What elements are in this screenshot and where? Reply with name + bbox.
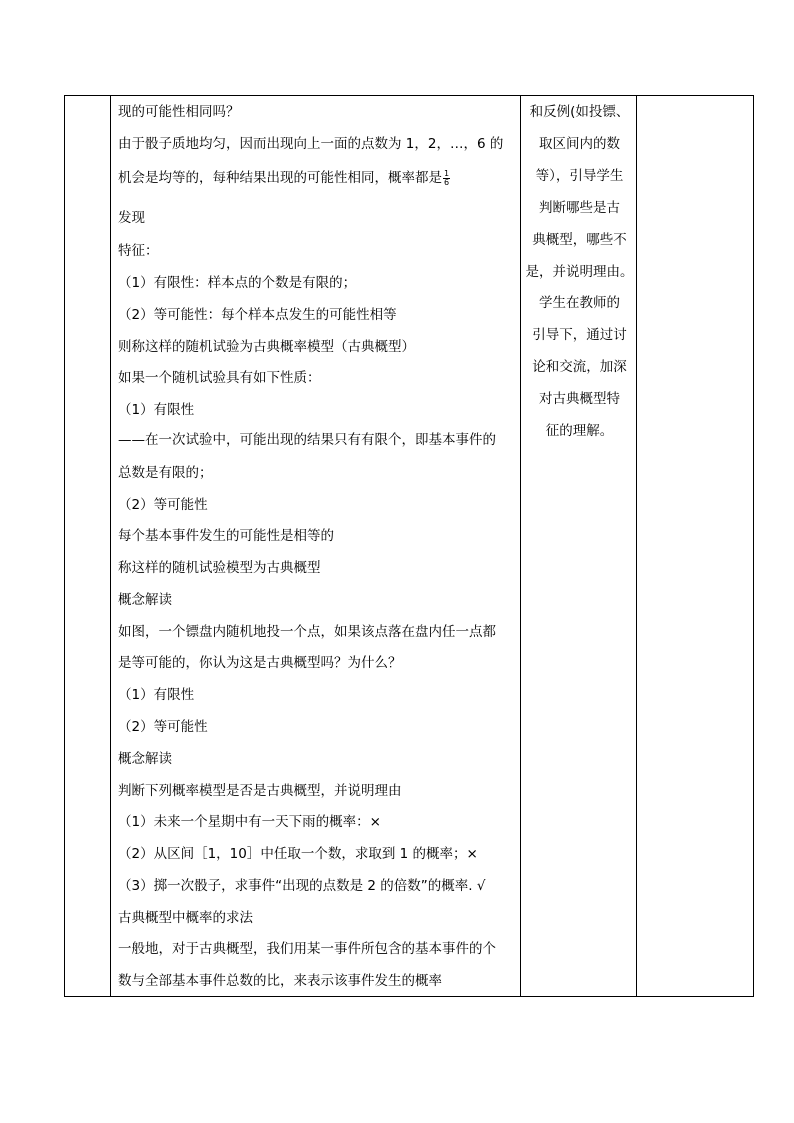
side-line-5: 典概型，哪些不 <box>532 232 627 248</box>
main-line-3-text: 机会是均等的，每种结果出现的可能性相同，概率都是 <box>118 170 442 186</box>
main-line-26: 古典概型中概率的求法 <box>118 910 253 926</box>
main-line-1: 现的可能性相同吗？ <box>118 104 240 120</box>
main-line-3 <box>118 168 450 188</box>
main-line-13: （2）等可能性 <box>118 497 208 513</box>
main-line-28: 数与全部基本事件总数的比，来表示该事件发生的概率 <box>118 973 442 989</box>
main-line-11: ——在一次试验中，可能出现的结果只有有限个，即基本事件的 <box>118 432 496 448</box>
main-line-16: 概念解读 <box>118 592 172 608</box>
fraction-one-sixth <box>443 170 450 187</box>
side-line-10: 对古典概型特 <box>539 391 620 407</box>
main-line-19: （1）有限性 <box>118 687 195 703</box>
main-line-9: 如果一个随机试验具有如下性质： <box>118 370 321 386</box>
side-line-9: 论和交流，加深 <box>532 359 627 375</box>
main-line-17: 如图，一个镖盘内随机地投一个点，如果该点落在盘内任一点都 <box>118 624 496 640</box>
main-line-10: （1）有限性 <box>118 402 195 418</box>
fraction-numerator: 1 <box>444 168 450 178</box>
side-line-1: 和反例(如投镖、 <box>529 104 630 120</box>
side-line-4: 判断哪些是古 <box>539 200 620 216</box>
main-line-24: （2）从区间［1，10］中任取一个数，求取到 1 的概率；× <box>118 846 478 862</box>
main-line-5: 特征： <box>118 243 159 259</box>
column-divider-1 <box>110 96 111 996</box>
column-divider-2 <box>520 96 521 996</box>
main-line-15: 称这样的随机试验模型为古典概型 <box>118 560 321 576</box>
side-line-8: 引导下，通过讨 <box>532 327 627 343</box>
main-line-23: （1）未来一个星期中有一天下雨的概率：× <box>118 814 381 830</box>
main-line-4: 发现 <box>118 210 145 226</box>
main-line-27: 一般地，对于古典概型，我们用某一事件所包含的基本事件的个 <box>118 941 496 957</box>
side-line-7: 学生在教师的 <box>539 295 620 311</box>
main-line-25: （3）掷一次骰子，求事件“出现的点数是 2 的倍数”的概率. √ <box>118 878 486 894</box>
main-line-7: （2）等可能性：每个样本点发生的可能性相等 <box>118 307 397 323</box>
main-line-2: 由于骰子质地均匀，因而出现向上一面的点数为 1，2，…，6 的 <box>118 136 504 152</box>
main-line-21: 概念解读 <box>118 751 172 767</box>
main-line-22: 判断下列概率模型是否是古典概型，并说明理由 <box>118 783 402 799</box>
main-line-20: （2）等可能性 <box>118 719 208 735</box>
side-line-3: 等），引导学生 <box>535 168 624 184</box>
fraction-denominator: 6 <box>444 177 450 187</box>
side-line-2: 取区间内的数 <box>539 136 620 152</box>
main-line-14: 每个基本事件发生的可能性是相等的 <box>118 528 334 544</box>
lesson-table <box>64 95 754 997</box>
column-divider-3 <box>636 96 637 996</box>
main-line-8: 则称这样的随机试验为古典概率模型（古典概型） <box>118 339 415 355</box>
side-line-6: 是，并说明理由。 <box>525 264 634 280</box>
side-line-11: 征的理解。 <box>545 423 614 439</box>
main-line-6: （1）有限性：样本点的个数是有限的； <box>118 275 357 291</box>
main-line-12: 总数是有限的； <box>118 465 213 481</box>
main-line-18: 是等可能的，你认为这是古典概型吗？为什么？ <box>118 655 402 671</box>
